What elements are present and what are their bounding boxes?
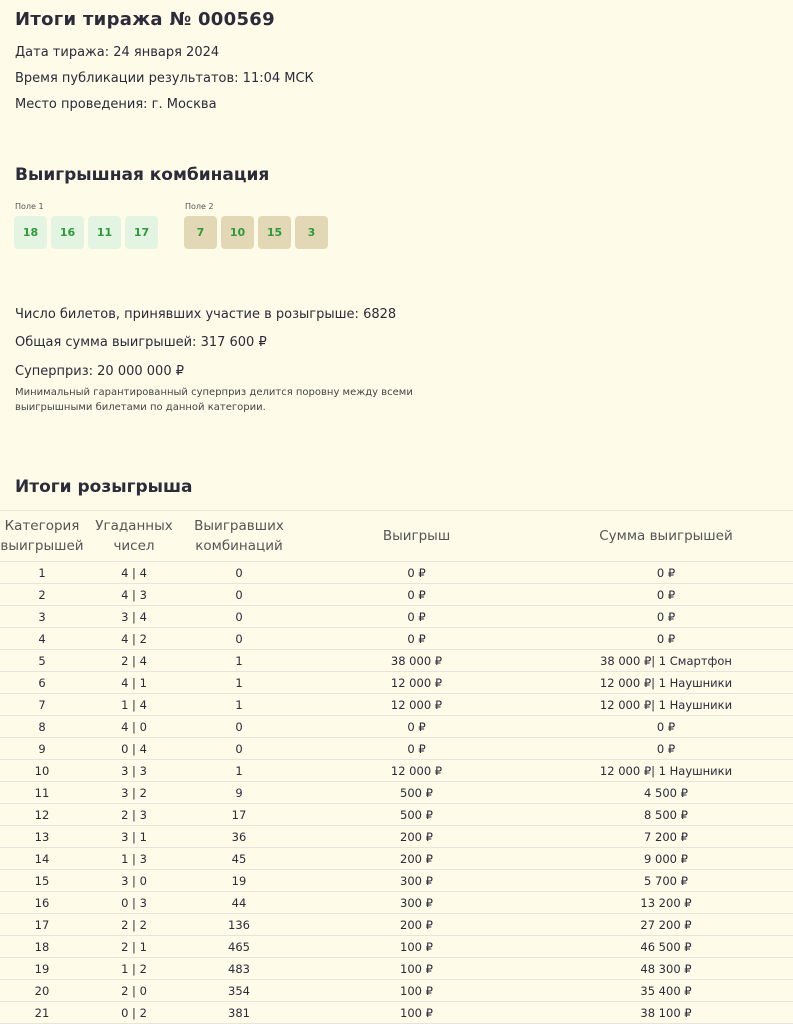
cell-winning-combos: 0 <box>184 738 294 760</box>
cell-prize: 200 ₽ <box>294 848 539 870</box>
cell-winning-combos: 0 <box>184 562 294 584</box>
cell-total: 7 200 ₽ <box>539 826 793 848</box>
cell-guessed: 4 | 3 <box>84 584 184 606</box>
winning-combination-heading: Выигрышная комбинация <box>15 165 270 185</box>
table-row <box>0 628 793 650</box>
cell-winning-combos: 354 <box>184 980 294 1002</box>
publish-time-label: Время публикации результатов: <box>15 71 239 86</box>
field2-ball: 10 <box>221 216 254 249</box>
cell-prize: 500 ₽ <box>294 782 539 804</box>
cell-total: 0 ₽ <box>539 606 793 628</box>
cell-winning-combos: 0 <box>184 716 294 738</box>
cell-prize: 0 ₽ <box>294 628 539 650</box>
column-header-winning-combos: Выигравших комбинаций <box>184 511 294 562</box>
draw-date-value: 24 января 2024 <box>113 45 220 60</box>
cell-guessed: 4 | 4 <box>84 562 184 584</box>
cell-winning-combos: 0 <box>184 606 294 628</box>
cell-total: 9 000 ₽ <box>539 848 793 870</box>
cell-prize: 0 ₽ <box>294 584 539 606</box>
cell-winning-combos: 17 <box>184 804 294 826</box>
table-row <box>0 650 793 672</box>
table-row <box>0 738 793 760</box>
superprize-line <box>15 364 184 379</box>
cell-total: 46 500 ₽ <box>539 936 793 958</box>
column-header-guessed: Угаданных чисел <box>84 511 184 562</box>
cell-prize: 0 ₽ <box>294 606 539 628</box>
field2-label: Поле 2 <box>185 202 214 211</box>
cell-total: 0 ₽ <box>539 628 793 650</box>
cell-guessed: 1 | 3 <box>84 848 184 870</box>
superprize-value: 20 000 000 ₽ <box>97 364 184 379</box>
cell-category: 20 <box>0 980 84 1002</box>
cell-category: 21 <box>0 1002 84 1024</box>
cell-category: 1 <box>0 562 84 584</box>
table-row <box>0 848 793 870</box>
table-row <box>0 584 793 606</box>
cell-guessed: 3 | 1 <box>84 826 184 848</box>
table-row <box>0 958 793 980</box>
field1-ball: 18 <box>14 216 47 249</box>
table-row <box>0 760 793 782</box>
page-title: Итоги тиража № 000569 <box>15 9 275 30</box>
cell-winning-combos: 1 <box>184 760 294 782</box>
cell-prize: 38 000 ₽ <box>294 650 539 672</box>
cell-category: 18 <box>0 936 84 958</box>
cell-category: 2 <box>0 584 84 606</box>
total-winnings-line <box>15 335 267 350</box>
draw-date-line <box>15 45 219 60</box>
cell-total: 27 200 ₽ <box>539 914 793 936</box>
cell-category: 9 <box>0 738 84 760</box>
total-winnings-value: 317 600 ₽ <box>200 335 267 350</box>
column-header-prize: Выигрыш <box>294 511 539 562</box>
cell-guessed: 4 | 2 <box>84 628 184 650</box>
table-row <box>0 782 793 804</box>
field1-ball: 11 <box>88 216 121 249</box>
publish-time-value: 11:04 МСК <box>242 71 314 86</box>
cell-category: 5 <box>0 650 84 672</box>
cell-prize: 200 ₽ <box>294 914 539 936</box>
cell-total: 12 000 ₽| 1 Наушники <box>539 672 793 694</box>
results-table-body <box>0 562 793 1024</box>
cell-winning-combos: 44 <box>184 892 294 914</box>
cell-winning-combos: 465 <box>184 936 294 958</box>
cell-winning-combos: 9 <box>184 782 294 804</box>
cell-prize: 100 ₽ <box>294 980 539 1002</box>
cell-prize: 100 ₽ <box>294 958 539 980</box>
cell-total: 0 ₽ <box>539 738 793 760</box>
cell-guessed: 2 | 1 <box>84 936 184 958</box>
table-row <box>0 804 793 826</box>
cell-winning-combos: 36 <box>184 826 294 848</box>
cell-winning-combos: 19 <box>184 870 294 892</box>
cell-total: 48 300 ₽ <box>539 958 793 980</box>
cell-category: 17 <box>0 914 84 936</box>
cell-category: 13 <box>0 826 84 848</box>
location-label: Место проведения: <box>15 97 148 112</box>
column-header-total: Сумма выигрышей <box>539 511 793 562</box>
field1-ball: 17 <box>125 216 158 249</box>
cell-prize: 100 ₽ <box>294 1002 539 1024</box>
cell-guessed: 3 | 2 <box>84 782 184 804</box>
cell-guessed: 3 | 0 <box>84 870 184 892</box>
table-row <box>0 672 793 694</box>
cell-guessed: 4 | 0 <box>84 716 184 738</box>
location-value: г. Москва <box>151 97 217 112</box>
publish-time-line <box>15 71 314 86</box>
results-heading: Итоги розыгрыша <box>15 477 193 497</box>
field1-ball: 16 <box>51 216 84 249</box>
field2-ball: 3 <box>295 216 328 249</box>
cell-category: 16 <box>0 892 84 914</box>
cell-guessed: 2 | 2 <box>84 914 184 936</box>
cell-prize: 0 ₽ <box>294 562 539 584</box>
column-header-category: Категория выигрышей <box>0 511 84 562</box>
cell-total: 12 000 ₽| 1 Наушники <box>539 694 793 716</box>
cell-category: 7 <box>0 694 84 716</box>
cell-prize: 0 ₽ <box>294 716 539 738</box>
cell-total: 35 400 ₽ <box>539 980 793 1002</box>
cell-guessed: 2 | 3 <box>84 804 184 826</box>
cell-total: 0 ₽ <box>539 584 793 606</box>
cell-total: 38 000 ₽| 1 Смартфон <box>539 650 793 672</box>
field2-ball: 15 <box>258 216 291 249</box>
cell-guessed: 1 | 2 <box>84 958 184 980</box>
table-header-row <box>0 511 793 562</box>
cell-total: 38 100 ₽ <box>539 1002 793 1024</box>
table-row <box>0 1002 793 1024</box>
cell-winning-combos: 1 <box>184 694 294 716</box>
cell-prize: 300 ₽ <box>294 870 539 892</box>
cell-category: 14 <box>0 848 84 870</box>
table-row <box>0 870 793 892</box>
cell-category: 19 <box>0 958 84 980</box>
superprize-label: Суперприз: <box>15 364 94 379</box>
cell-winning-combos: 1 <box>184 672 294 694</box>
cell-total: 8 500 ₽ <box>539 804 793 826</box>
cell-guessed: 0 | 2 <box>84 1002 184 1024</box>
cell-prize: 200 ₽ <box>294 826 539 848</box>
cell-guessed: 2 | 0 <box>84 980 184 1002</box>
cell-category: 12 <box>0 804 84 826</box>
cell-prize: 100 ₽ <box>294 936 539 958</box>
draw-date-label: Дата тиража: <box>15 45 110 60</box>
tickets-count-value: 6828 <box>363 307 397 322</box>
cell-guessed: 1 | 4 <box>84 694 184 716</box>
field2-balls <box>184 216 328 249</box>
cell-winning-combos: 381 <box>184 1002 294 1024</box>
cell-guessed: 2 | 4 <box>84 650 184 672</box>
cell-category: 8 <box>0 716 84 738</box>
cell-total: 0 ₽ <box>539 716 793 738</box>
location-line <box>15 97 217 112</box>
table-row <box>0 914 793 936</box>
cell-category: 4 <box>0 628 84 650</box>
cell-winning-combos: 0 <box>184 584 294 606</box>
cell-winning-combos: 1 <box>184 650 294 672</box>
cell-total: 0 ₽ <box>539 562 793 584</box>
cell-total: 13 200 ₽ <box>539 892 793 914</box>
cell-winning-combos: 45 <box>184 848 294 870</box>
cell-prize: 500 ₽ <box>294 804 539 826</box>
cell-prize: 300 ₽ <box>294 892 539 914</box>
cell-guessed: 0 | 4 <box>84 738 184 760</box>
cell-total: 5 700 ₽ <box>539 870 793 892</box>
cell-category: 11 <box>0 782 84 804</box>
table-row <box>0 562 793 584</box>
table-row <box>0 716 793 738</box>
cell-prize: 12 000 ₽ <box>294 760 539 782</box>
field1-balls <box>14 216 158 249</box>
cell-prize: 12 000 ₽ <box>294 672 539 694</box>
cell-winning-combos: 0 <box>184 628 294 650</box>
table-row <box>0 694 793 716</box>
cell-total: 4 500 ₽ <box>539 782 793 804</box>
table-row <box>0 826 793 848</box>
table-row <box>0 936 793 958</box>
cell-prize: 0 ₽ <box>294 738 539 760</box>
cell-winning-combos: 136 <box>184 914 294 936</box>
cell-guessed: 3 | 3 <box>84 760 184 782</box>
tickets-count-label: Число билетов, принявших участие в розыгрыше: <box>15 307 359 322</box>
cell-prize: 12 000 ₽ <box>294 694 539 716</box>
cell-category: 10 <box>0 760 84 782</box>
cell-total: 12 000 ₽| 1 Наушники <box>539 760 793 782</box>
cell-guessed: 0 | 3 <box>84 892 184 914</box>
table-row <box>0 892 793 914</box>
table-row <box>0 980 793 1002</box>
table-row <box>0 606 793 628</box>
field1-label: Поле 1 <box>15 202 44 211</box>
cell-category: 6 <box>0 672 84 694</box>
cell-guessed: 3 | 4 <box>84 606 184 628</box>
results-table <box>0 510 793 1024</box>
tickets-count-line <box>15 307 396 322</box>
total-winnings-label: Общая сумма выигрышей: <box>15 335 197 350</box>
superprize-note: Минимальный гарантированный суперприз делится поровну между всеми выигрышными билетами по данной категории. <box>15 387 413 413</box>
cell-category: 15 <box>0 870 84 892</box>
field2-ball: 7 <box>184 216 217 249</box>
cell-category: 3 <box>0 606 84 628</box>
cell-guessed: 4 | 1 <box>84 672 184 694</box>
cell-winning-combos: 483 <box>184 958 294 980</box>
